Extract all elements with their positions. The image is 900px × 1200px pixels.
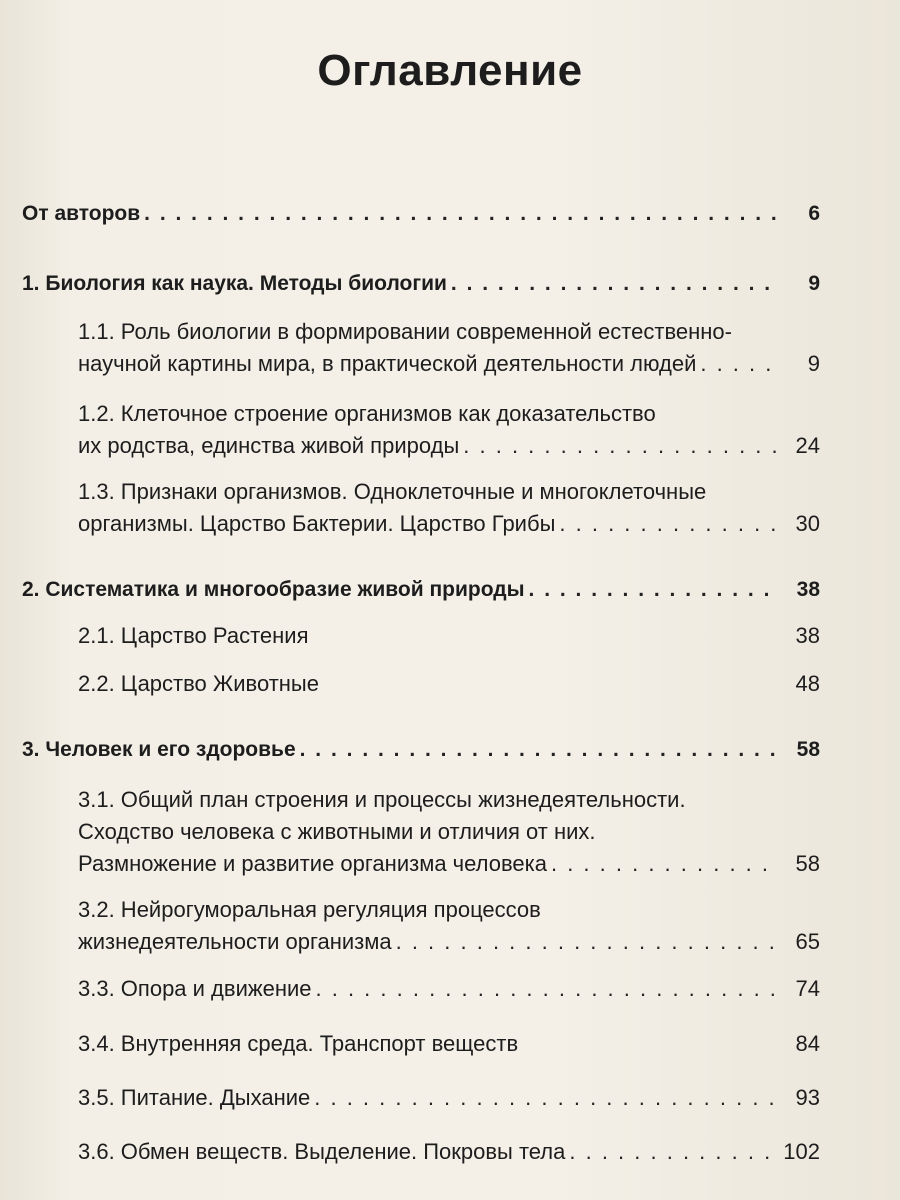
toc-page-number: 9 — [807, 351, 820, 376]
toc-page-number: 58 — [795, 851, 820, 876]
toc-page-number: 30 — [795, 511, 820, 536]
toc-entry-line — [78, 622, 820, 650]
toc-page-number: 24 — [795, 433, 820, 458]
toc-leader-dots — [551, 850, 776, 878]
toc-leader-dots — [314, 1084, 776, 1112]
toc-page-number: 93 — [795, 1085, 820, 1110]
toc-entry-text: 2.2. Царство Животные — [78, 671, 319, 696]
toc-page-number: 38 — [795, 623, 820, 648]
toc-leader-dots — [300, 736, 776, 764]
toc-leader-dots — [463, 432, 776, 460]
toc-entry-line: Сходство человека с животными и отличия от них. — [78, 819, 596, 844]
toc-page-number: 38 — [796, 578, 820, 601]
toc-entry-line — [22, 200, 820, 228]
toc-entry-text: 3.3. Опора и движение — [78, 976, 312, 1001]
toc-entry-line — [78, 432, 820, 460]
toc-entry-text: 3.6. Обмен веществ. Выделение. Покровы тела — [78, 1139, 566, 1164]
toc-page-number: 58 — [796, 738, 820, 761]
toc-entry-text: От авторов — [22, 202, 141, 225]
toc-page-number: 84 — [795, 1031, 820, 1056]
toc-entry-line: 3.1. Общий план строения и процессы жизнедеятельности. — [78, 787, 686, 812]
toc-entry-text: 2.1. Царство Растения — [78, 623, 309, 648]
toc-entry-line — [78, 928, 820, 956]
toc-entry-text: их родства, единства живой природы — [78, 433, 460, 458]
toc-entry-line — [78, 510, 820, 538]
toc-entry-text: организмы. Царство Бактерии. Царство Грибы — [78, 511, 556, 536]
toc-entry-line — [78, 350, 820, 378]
toc-entry-line — [78, 1138, 820, 1166]
toc-leader-dots — [569, 1138, 776, 1166]
toc-leader-dots — [451, 270, 776, 298]
toc-entry-line — [78, 1084, 820, 1112]
toc-entry-text: научной картины мира, в практической деятельности людей — [78, 351, 697, 376]
toc-entry-line — [78, 975, 820, 1003]
toc-page-number: 6 — [808, 202, 820, 225]
toc-page-number: 65 — [795, 929, 820, 954]
toc-leader-dots — [316, 975, 777, 1003]
toc-entry-line: 1.3. Признаки организмов. Одноклеточные и многоклеточные — [78, 479, 707, 504]
toc-page-number: 102 — [783, 1139, 820, 1164]
toc-page-number: 48 — [795, 671, 820, 696]
toc-entry-text: 3.5. Питание. Дыхание — [78, 1085, 311, 1110]
toc-entry-line: 3.2. Нейрогуморальная регуляция процессов — [78, 897, 541, 922]
toc-entry-text: 2. Систематика и многообразие живой природы — [22, 578, 525, 601]
toc-entry-text: 1. Биология как наука. Методы биологии — [22, 272, 447, 295]
toc-entry-line — [78, 850, 820, 878]
toc-entry-line — [22, 270, 820, 298]
toc-leader-dots — [529, 576, 776, 604]
toc-entry-line — [78, 1030, 820, 1058]
page-title: Оглавление — [317, 46, 583, 95]
toc-leader-dots — [559, 510, 776, 538]
toc-entry-line — [22, 736, 820, 764]
toc-entry-line — [78, 670, 820, 698]
toc-entry-text: 3.4. Внутренняя среда. Транспорт веществ — [78, 1031, 519, 1056]
toc-page-number: 9 — [808, 272, 820, 295]
toc-leader-dots — [700, 350, 776, 378]
toc-leader-dots — [144, 200, 776, 228]
toc-entry-line — [22, 576, 820, 604]
toc-entry-text: Размножение и развитие организма человека — [78, 851, 547, 876]
toc-entry-line: 1.1. Роль биологии в формировании современной естественно- — [78, 319, 732, 344]
toc-page-number: 74 — [795, 976, 820, 1001]
toc-entry-text: 3. Человек и его здоровье — [22, 738, 296, 761]
toc-entry-line: 1.2. Клеточное строение организмов как доказательство — [78, 401, 656, 426]
toc-leader-dots — [396, 928, 776, 956]
toc-entry-text: жизнедеятельности организма — [78, 929, 392, 954]
